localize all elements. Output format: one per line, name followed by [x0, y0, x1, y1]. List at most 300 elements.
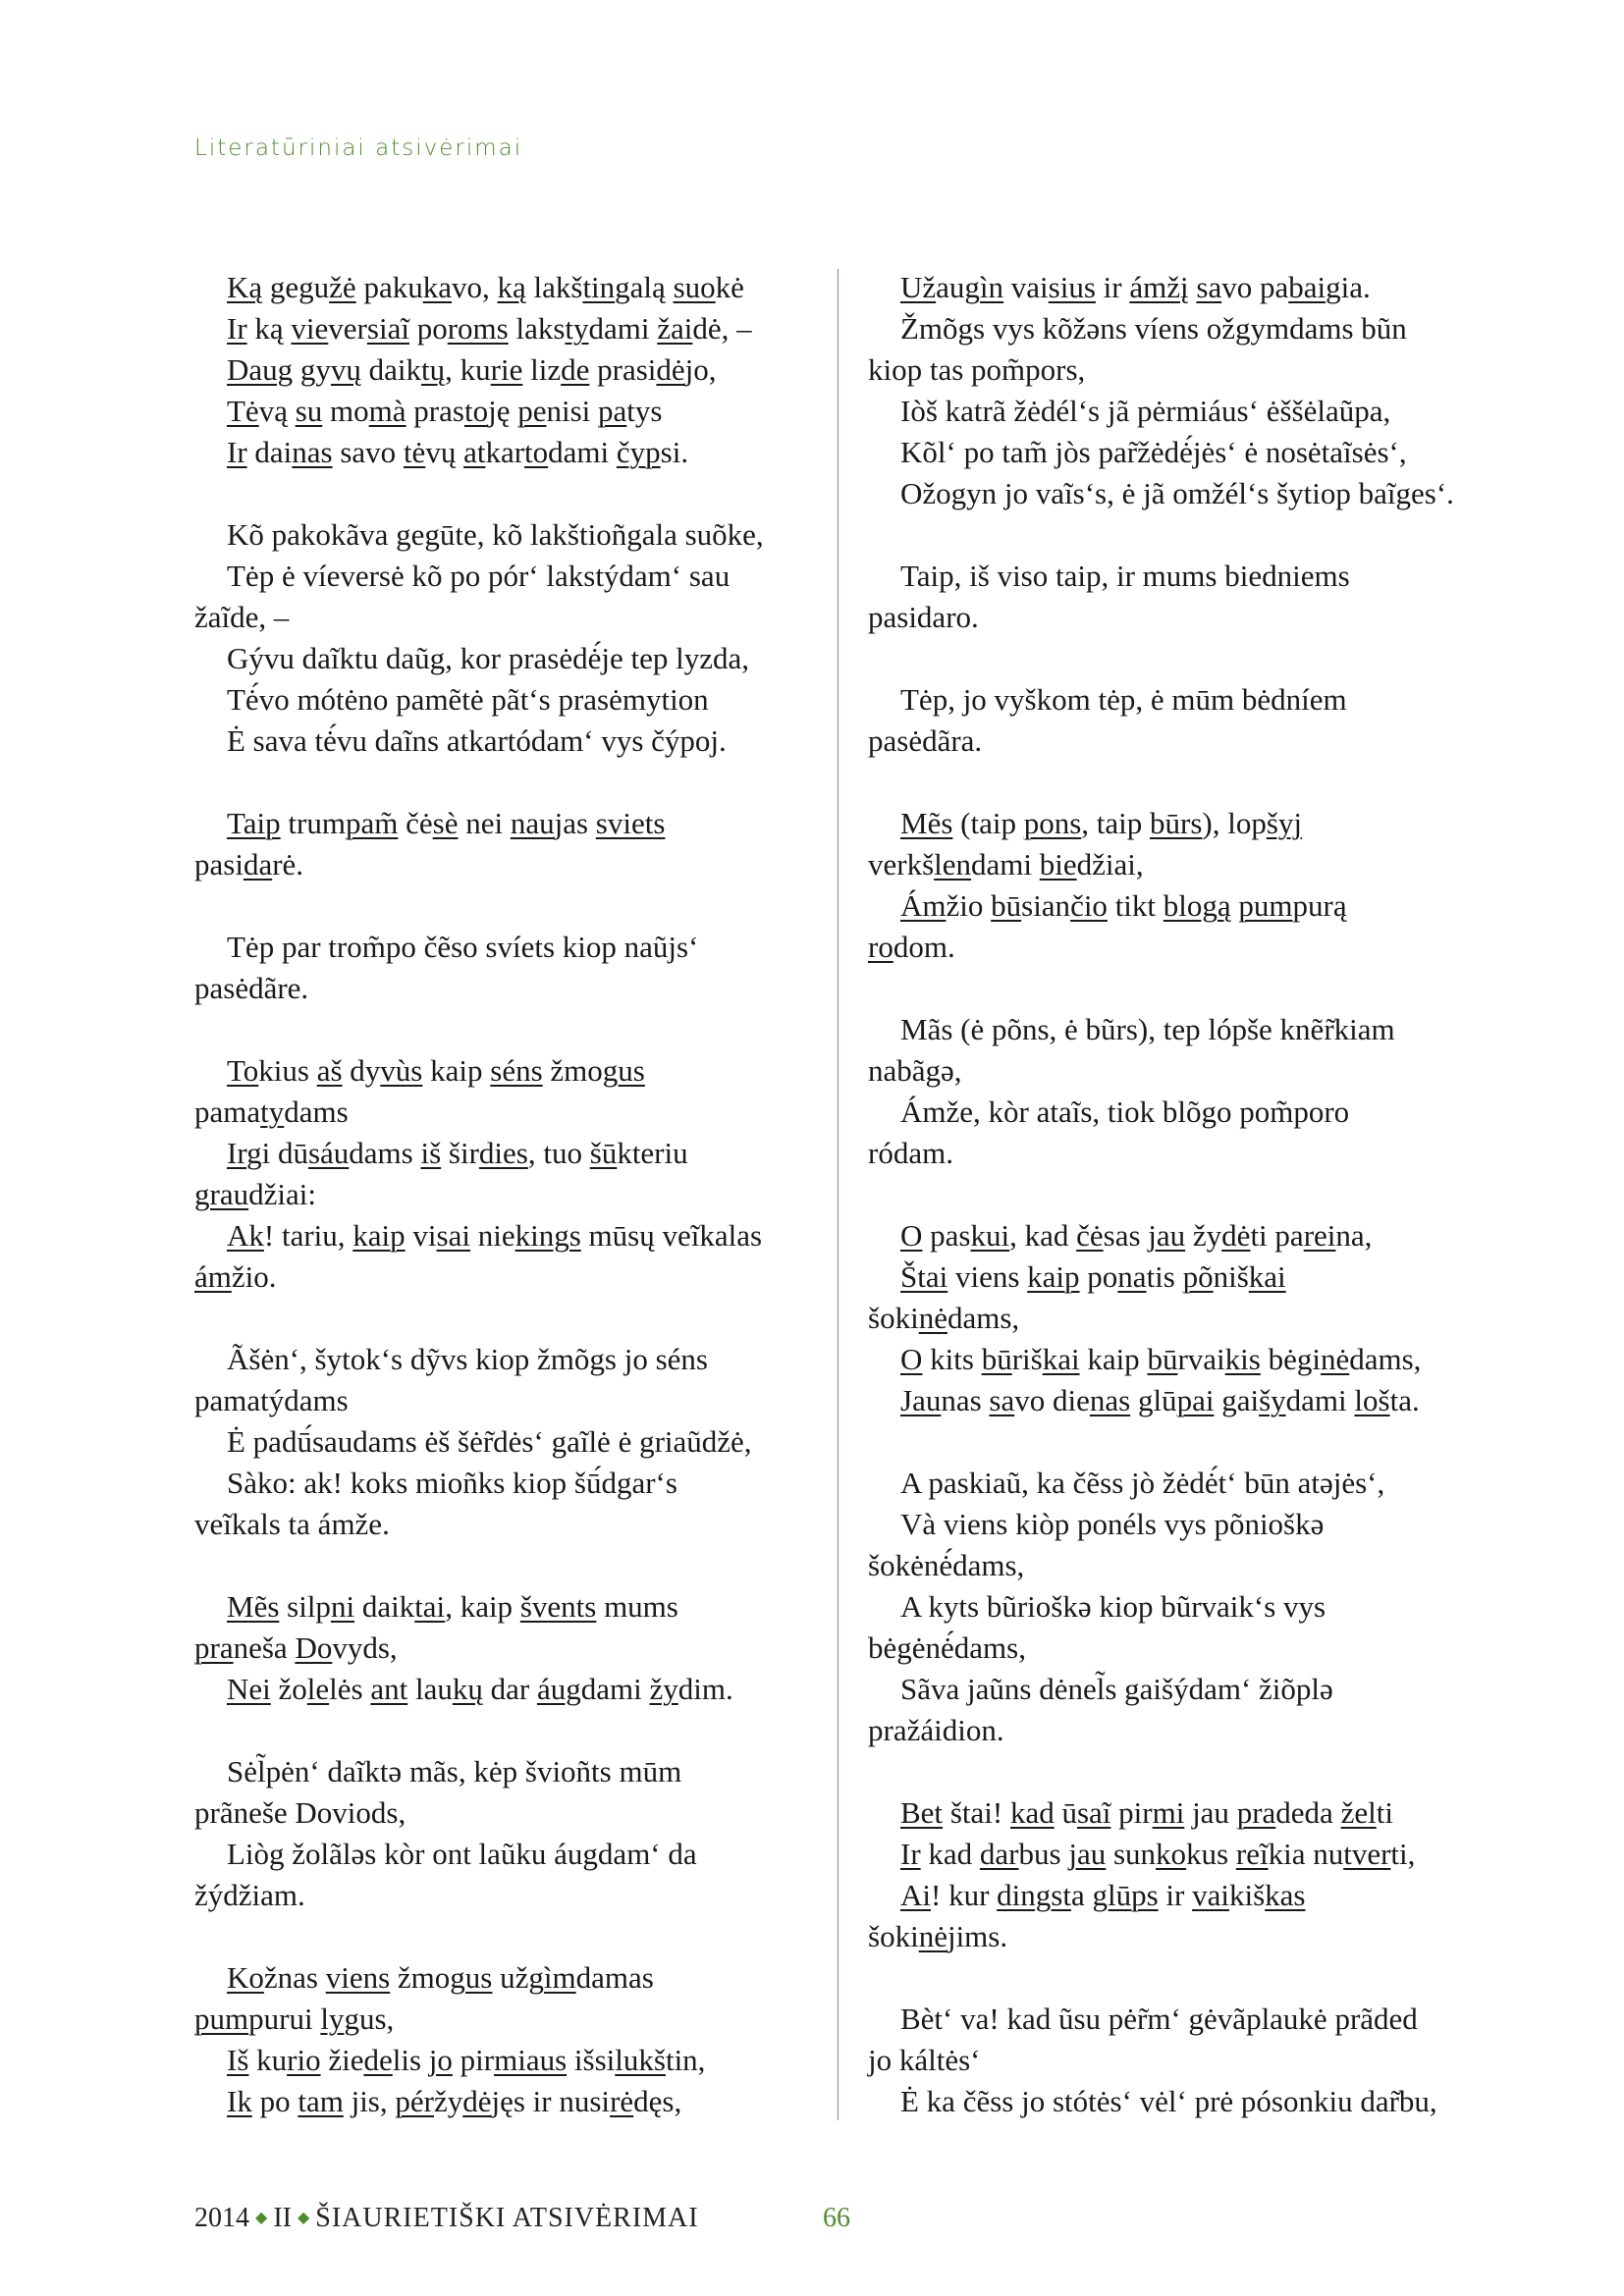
text-segment: džiai:	[248, 1177, 316, 1211]
underlined-segment: nas	[292, 435, 333, 469]
text-segment: daik	[360, 352, 422, 387]
text-segment: žie	[320, 2043, 364, 2077]
verse-line	[194, 2081, 823, 2122]
text-segment: žaĩde, –	[194, 600, 290, 634]
underlined-segment: ty	[260, 1095, 285, 1129]
text-segment: dami	[580, 1672, 650, 1706]
verse-line	[194, 514, 823, 556]
text-segment: Tėp par trom̃po čẽso svíets kiop naũjs‘	[227, 930, 699, 964]
verse-line	[194, 679, 823, 721]
underlined-segment: Mẽs	[900, 806, 953, 840]
verse-line	[868, 432, 1496, 473]
verse-line	[194, 968, 823, 1009]
verse-line	[194, 432, 823, 473]
text-segment: ję	[488, 394, 518, 428]
verse-line	[868, 1586, 1496, 1628]
text-segment: po	[251, 2084, 298, 2118]
underlined-segment: ant	[370, 1672, 408, 1706]
text-segment: pama	[194, 1095, 261, 1129]
underlined-segment: žy	[649, 1672, 678, 1706]
text-segment: pras	[406, 394, 464, 428]
text-segment: mums	[596, 1589, 678, 1624]
text-segment: pir	[452, 2043, 495, 2077]
underlined-segment: tin	[582, 270, 616, 304]
text-segment: purui	[248, 2002, 321, 2036]
underlined-segment: de	[561, 352, 590, 387]
text-segment: Sėl̃pėn‘ daĩktə mãs, kėp švioñts mūm	[227, 1754, 682, 1789]
underlined-segment: kaip	[352, 1218, 406, 1253]
verse-line	[868, 2081, 1496, 2122]
underlined-segment: nau	[510, 806, 555, 840]
underlined-segment: Tė	[227, 394, 259, 428]
underlined-segment: roms	[447, 311, 509, 346]
text-segment: dė, –	[692, 311, 752, 346]
text-segment: jęs ir nusi	[491, 2084, 611, 2118]
text-segment: kė	[715, 270, 744, 304]
underlined-segment: sviets	[595, 806, 666, 840]
underlined-segment: siaĩ	[366, 311, 409, 346]
text-segment: pamatýdams	[194, 1383, 349, 1417]
underlined-segment: Ám	[900, 888, 947, 923]
underlined-segment: loš	[1354, 1383, 1390, 1417]
text-segment: jo,	[684, 352, 717, 387]
stanza	[194, 1957, 823, 2122]
underlined-segment: bie	[1039, 847, 1077, 881]
text-segment: riš	[1011, 1342, 1043, 1376]
verse-line	[194, 1875, 823, 1916]
text-segment: žo	[270, 1672, 307, 1706]
text-segment: pasidaro.	[868, 600, 979, 634]
text-segment: dams,	[1349, 1342, 1422, 1376]
verse-line	[868, 267, 1496, 308]
footer-journal-title: ŠIAURIETIŠKI ATSIVĖRIMAI	[315, 2203, 699, 2233]
underlined-segment: Ir	[900, 1837, 921, 1871]
underlined-segment: šū	[589, 1136, 618, 1170]
text-segment: laks	[508, 311, 566, 346]
text-segment: ti,	[1390, 1837, 1416, 1871]
underlined-segment: nas	[1089, 1383, 1131, 1417]
text-segment: tikt	[1107, 888, 1164, 923]
text-segment: jis,	[343, 2084, 396, 2118]
underlined-segment: kai	[1042, 1342, 1080, 1376]
underlined-segment: na	[1117, 1259, 1147, 1294]
underlined-segment: gus	[602, 1053, 645, 1088]
verse-line	[194, 1463, 823, 1504]
underlined-segment: tų	[421, 352, 446, 387]
text-segment: pasėdãra.	[868, 723, 983, 758]
verse-line	[868, 1545, 1496, 1586]
verse-line	[194, 1957, 823, 1999]
underlined-segment: nė	[1320, 1342, 1350, 1376]
underlined-segment: bū	[1147, 1342, 1178, 1376]
verse-line	[868, 473, 1496, 514]
text-segment: nei	[458, 806, 511, 840]
stanza	[868, 1463, 1496, 1751]
stanza	[868, 1009, 1496, 1174]
stanza	[868, 556, 1496, 638]
verse-line	[194, 308, 823, 349]
text-segment: galą	[615, 270, 674, 304]
text-segment: kits	[922, 1342, 982, 1376]
text-segment: vo die	[1014, 1383, 1090, 1417]
text-segment: kaip	[1079, 1342, 1148, 1376]
underlined-segment: pons	[1023, 806, 1082, 840]
underlined-segment: kis	[1224, 1342, 1261, 1376]
underlined-segment: rė	[610, 2084, 634, 2118]
diamond-icon: ◆	[297, 2210, 310, 2226]
underlined-segment: šyj	[1266, 806, 1303, 840]
underlined-segment: pra	[1236, 1795, 1276, 1830]
text-segment: jims.	[947, 1919, 1008, 1953]
text-segment: jau	[1184, 1795, 1237, 1830]
text-segment: vyds,	[332, 1630, 398, 1665]
underlined-segment: To	[227, 1053, 259, 1088]
verse-line	[868, 1463, 1496, 1504]
text-segment: kteriu	[617, 1136, 688, 1170]
text-segment: glū	[1130, 1383, 1177, 1417]
text-segment: jas	[554, 806, 596, 840]
text-segment: gia.	[1326, 270, 1371, 304]
text-segment: bėgėnė́dams,	[868, 1630, 1026, 1665]
text-segment: lis	[392, 2043, 429, 2077]
text-segment: , taip	[1081, 806, 1151, 840]
verse-line	[868, 1999, 1496, 2040]
stanza	[194, 803, 823, 885]
underlined-segment: ro	[868, 930, 893, 964]
verse-line	[868, 721, 1496, 762]
underlined-segment: pum	[194, 2002, 249, 2036]
underlined-segment: Ai	[900, 1878, 931, 1912]
text-segment: nisi	[546, 394, 599, 428]
text-segment: bėgi	[1260, 1342, 1321, 1376]
text-segment: Žmõgs vys kõžəns víens ožgymdams bũn	[900, 311, 1407, 346]
underlined-segment: tai	[414, 1589, 446, 1624]
underlined-segment: Ak	[227, 1218, 264, 1253]
text-segment: ti pa	[1250, 1218, 1304, 1253]
stanza	[194, 514, 823, 762]
text-segment: mūsų veĩkalas	[580, 1218, 763, 1253]
text-segment: čė	[398, 806, 433, 840]
underlined-segment: šy	[1259, 1383, 1286, 1417]
verse-line	[194, 1380, 823, 1421]
verse-line	[868, 1092, 1496, 1133]
text-segment: Sãva jaũns dėnel̃s gaišýdam‘ žiõplə	[900, 1672, 1333, 1706]
text-segment: Mãs (ė põns, ė bũrs), tep lópše knẽr̃kiam	[900, 1012, 1395, 1046]
text-segment: sas	[1103, 1218, 1149, 1253]
underlined-segment: nė	[918, 1919, 947, 1953]
text-segment: dom.	[893, 930, 955, 964]
text-segment: verkš	[868, 847, 935, 881]
underlined-segment: iš	[420, 1136, 442, 1170]
underlined-segment: dar	[979, 1837, 1019, 1871]
underlined-segment: sai	[436, 1218, 470, 1253]
underlined-segment: reĩ	[1235, 1837, 1269, 1871]
text-segment: dami	[588, 311, 658, 346]
verse-line	[868, 391, 1496, 432]
underlined-segment: áug	[536, 1672, 581, 1706]
verse-line	[868, 308, 1496, 349]
text-segment: išsi	[567, 2043, 616, 2077]
text-segment: kius	[258, 1053, 317, 1088]
text-segment: purą	[1292, 888, 1347, 923]
underlined-segment: sáu	[307, 1136, 350, 1170]
underlined-segment: Ir	[227, 311, 247, 346]
verse-line	[868, 1215, 1496, 1256]
verse-line	[868, 803, 1496, 844]
underlined-segment: kad	[1009, 1795, 1055, 1830]
text-segment: žy	[433, 2084, 463, 2118]
underlined-segment: suo	[673, 270, 716, 304]
text-segment: tys	[626, 394, 663, 428]
text-segment: štai!	[943, 1795, 1010, 1830]
verse-line	[868, 885, 1496, 927]
verse-line	[868, 1628, 1496, 1669]
text-segment: ta.	[1389, 1383, 1420, 1417]
verse-line	[868, 1256, 1496, 1298]
text-segment: kiš	[1228, 1878, 1266, 1912]
underlined-segment: rie	[490, 352, 523, 387]
text-segment: bus	[1018, 1837, 1069, 1871]
text-segment: damas	[575, 1960, 654, 1995]
underlined-segment: nė	[918, 1301, 947, 1335]
verse-line	[868, 1050, 1496, 1092]
text-segment: trum	[280, 806, 346, 840]
verse-line	[194, 844, 823, 885]
text-segment: ver	[328, 311, 367, 346]
text-segment: ku	[248, 2043, 288, 2077]
text-segment: si.	[660, 435, 689, 469]
text-segment: nabãgə,	[868, 1053, 962, 1088]
verse-line	[868, 1298, 1496, 1339]
text-segment: žio	[946, 888, 992, 923]
text-segment: au	[936, 270, 965, 304]
text-segment: jo káltės‘	[868, 2043, 981, 2077]
underlined-segment: kų	[452, 1672, 483, 1706]
text-segment: prãneše Doviods,	[194, 1795, 406, 1830]
underlined-segment: pe	[517, 394, 547, 428]
underlined-segment: Ik	[227, 2084, 252, 2118]
underlined-segment: Štai	[900, 1259, 948, 1294]
text-segment: kia nu	[1268, 1837, 1344, 1871]
text-segment: daik	[354, 1589, 415, 1624]
underlined-segment: pai	[1176, 1383, 1215, 1417]
text-segment: dai	[246, 435, 293, 469]
underlined-segment: gus	[450, 1960, 493, 1995]
underlined-segment: blogą	[1163, 888, 1231, 923]
underlined-segment: tė	[403, 435, 426, 469]
text-segment: vo pa	[1221, 270, 1289, 304]
underlined-segment: Daug	[227, 352, 294, 387]
verse-line	[194, 597, 823, 638]
verse-line	[194, 349, 823, 391]
verse-line	[868, 597, 1496, 638]
text-segment: Liòg žolãləs kòr ont laũku áugdam‘ da	[227, 1837, 697, 1871]
verse-line	[194, 721, 823, 762]
text-segment: (taip	[952, 806, 1024, 840]
text-segment: vi	[405, 1218, 437, 1253]
text-segment: žýdžiam.	[194, 1878, 305, 1912]
verse-line	[868, 1916, 1496, 1957]
underlined-segment: tver	[1343, 1837, 1391, 1871]
text-segment: veĩkals ta ámže.	[194, 1507, 390, 1541]
verse-line	[194, 2040, 823, 2081]
text-segment: na,	[1335, 1218, 1373, 1253]
underlined-segment: ám	[194, 1259, 232, 1294]
verse-line	[194, 1669, 823, 1710]
verse-line	[868, 1380, 1496, 1421]
underlined-segment: at	[463, 435, 486, 469]
underlined-segment: dies	[478, 1136, 528, 1170]
underlined-segment: kings	[514, 1218, 581, 1253]
underlined-segment: gìn	[964, 270, 1004, 304]
verse-line	[868, 679, 1496, 721]
text-segment: tis	[1146, 1259, 1183, 1294]
text-segment: , tuo	[527, 1136, 590, 1170]
verse-line	[194, 1504, 823, 1545]
text-segment: gy	[293, 352, 331, 387]
text-segment: gi dū	[246, 1136, 308, 1170]
underlined-segment: sa	[989, 1383, 1015, 1417]
underlined-segment: vų	[330, 352, 361, 387]
underlined-segment: čyp	[616, 435, 661, 469]
verse-line	[194, 1339, 823, 1380]
text-segment: Taip, iš viso taip, ir mums biedniems	[900, 559, 1350, 593]
underlined-segment: švents	[519, 1589, 597, 1624]
verse-line	[194, 927, 823, 968]
underlined-segment: de	[363, 2043, 393, 2077]
verse-line	[868, 1339, 1496, 1380]
text-segment: džiai,	[1076, 847, 1144, 881]
text-segment: niš	[1213, 1259, 1249, 1294]
column-divider	[838, 269, 839, 2120]
underlined-segment: sè	[432, 806, 459, 840]
text-segment: žy	[1185, 1218, 1222, 1253]
underlined-segment: žai	[657, 311, 693, 346]
text-segment: žmo	[390, 1960, 451, 1995]
text-segment: silp	[279, 1589, 331, 1624]
text-segment: , kad	[1009, 1218, 1077, 1253]
text-segment: ir	[1095, 270, 1130, 304]
text-segment: šoki	[868, 1919, 919, 1953]
stanza	[194, 1339, 823, 1545]
text-segment: po	[1079, 1259, 1118, 1294]
underlined-segment: rio	[287, 2043, 321, 2077]
text-segment: Ė ka čẽss jo stótės‘ vėl‘ prė pósonkiu dar̃bu,	[900, 2084, 1437, 2118]
verse-line	[868, 1710, 1496, 1751]
underlined-segment: vai	[1192, 1878, 1229, 1912]
text-segment: neša	[233, 1630, 296, 1665]
text-segment: pir	[1110, 1795, 1153, 1830]
text-segment: į	[1180, 270, 1197, 304]
text-segment: ), lop	[1202, 806, 1267, 840]
stanza	[194, 1751, 823, 1916]
text-segment: šokėnė́dams,	[868, 1548, 1025, 1582]
underlined-segment: Ko	[227, 1960, 264, 1995]
text-segment: kad	[920, 1837, 980, 1871]
text-segment: Gývu daĩktu daũg, kor prasėdė́je tep lyzda,	[227, 641, 749, 675]
stanza	[868, 679, 1496, 762]
underlined-segment: Taip	[227, 806, 281, 840]
text-segment: šoki	[868, 1301, 919, 1335]
verse-line	[868, 1875, 1496, 1916]
text-segment: kiop tas pom̃pors,	[868, 352, 1086, 387]
footer-issue: II	[273, 2203, 292, 2233]
underlined-segment: dė	[1221, 1218, 1251, 1253]
underlined-segment: kai	[1248, 1259, 1286, 1294]
underlined-segment: ty	[565, 311, 589, 346]
text-segment: dim.	[677, 1672, 733, 1706]
text-segment: Ãšėn‘, šytok‘s dỹvs kiop žmõgs jo séns	[227, 1342, 708, 1376]
verse-line	[194, 1133, 823, 1174]
underlined-segment: gìm	[528, 1960, 576, 1995]
verse-line	[194, 1751, 823, 1792]
stanza	[868, 1999, 1496, 2122]
underlined-segment: Bet	[900, 1795, 944, 1830]
underlined-segment: viens	[325, 1960, 391, 1995]
underlined-segment: ni	[330, 1589, 355, 1624]
underlined-segment: bai	[1288, 270, 1326, 304]
underlined-segment: Do	[295, 1630, 333, 1665]
text-segment: kaip	[422, 1053, 491, 1088]
verse-line	[194, 267, 823, 308]
text-segment: tin,	[665, 2043, 706, 2077]
text-segment: kus	[1186, 1837, 1236, 1871]
text-segment: rvai	[1177, 1342, 1225, 1376]
underlined-segment: tam	[298, 2084, 344, 2118]
text-segment: a	[1070, 1878, 1093, 1912]
text-segment: pasėdãre.	[194, 971, 309, 1005]
diamond-icon: ◆	[255, 2210, 268, 2226]
text-segment: prasi	[589, 352, 657, 387]
underlined-segment: čė	[1076, 1218, 1104, 1253]
text-segment: paku	[355, 270, 423, 304]
underlined-segment: būrs	[1150, 806, 1203, 840]
verse-line	[868, 1504, 1496, 1545]
verse-line	[194, 803, 823, 844]
text-segment: žio.	[231, 1259, 277, 1294]
text-segment: A paskiaũ, ka čẽss jò žėdė́t‘ būn atəjės‘,	[900, 1466, 1385, 1500]
text-segment: dami	[1285, 1383, 1355, 1417]
underlined-segment: ka	[422, 270, 452, 304]
underlined-segment: kaip	[1027, 1259, 1080, 1294]
text-segment: ū	[1054, 1795, 1077, 1830]
underlined-segment: pum	[1238, 888, 1293, 923]
stanza	[868, 803, 1496, 968]
underlined-segment: séns	[490, 1053, 543, 1088]
text-segment: deda	[1275, 1795, 1341, 1830]
text-segment: ti	[1376, 1795, 1393, 1830]
underlined-segment: lukš	[615, 2043, 666, 2077]
stanza	[194, 1050, 823, 1298]
underlined-segment: rei	[1303, 1218, 1336, 1253]
text-segment: dami	[971, 847, 1040, 881]
text-segment: dams	[284, 1095, 349, 1129]
underlined-segment: sius	[1048, 270, 1096, 304]
text-segment: Ámže, kòr ataĩs, tiok blõgo pom̃poro	[900, 1095, 1350, 1129]
underlined-segment: bū	[981, 1342, 1012, 1376]
text-segment: vai	[1003, 270, 1049, 304]
verse-line	[868, 1133, 1496, 1174]
stanza	[868, 1215, 1496, 1421]
text-segment: vo,	[451, 270, 498, 304]
underlined-segment: mà	[368, 394, 406, 428]
text-segment: nie	[469, 1218, 515, 1253]
underlined-segment: Ir	[227, 435, 247, 469]
text-segment: nas	[941, 1383, 990, 1417]
underlined-segment: žė	[329, 270, 356, 304]
text-segment: pas	[922, 1218, 971, 1253]
verse-line	[194, 1792, 823, 1834]
